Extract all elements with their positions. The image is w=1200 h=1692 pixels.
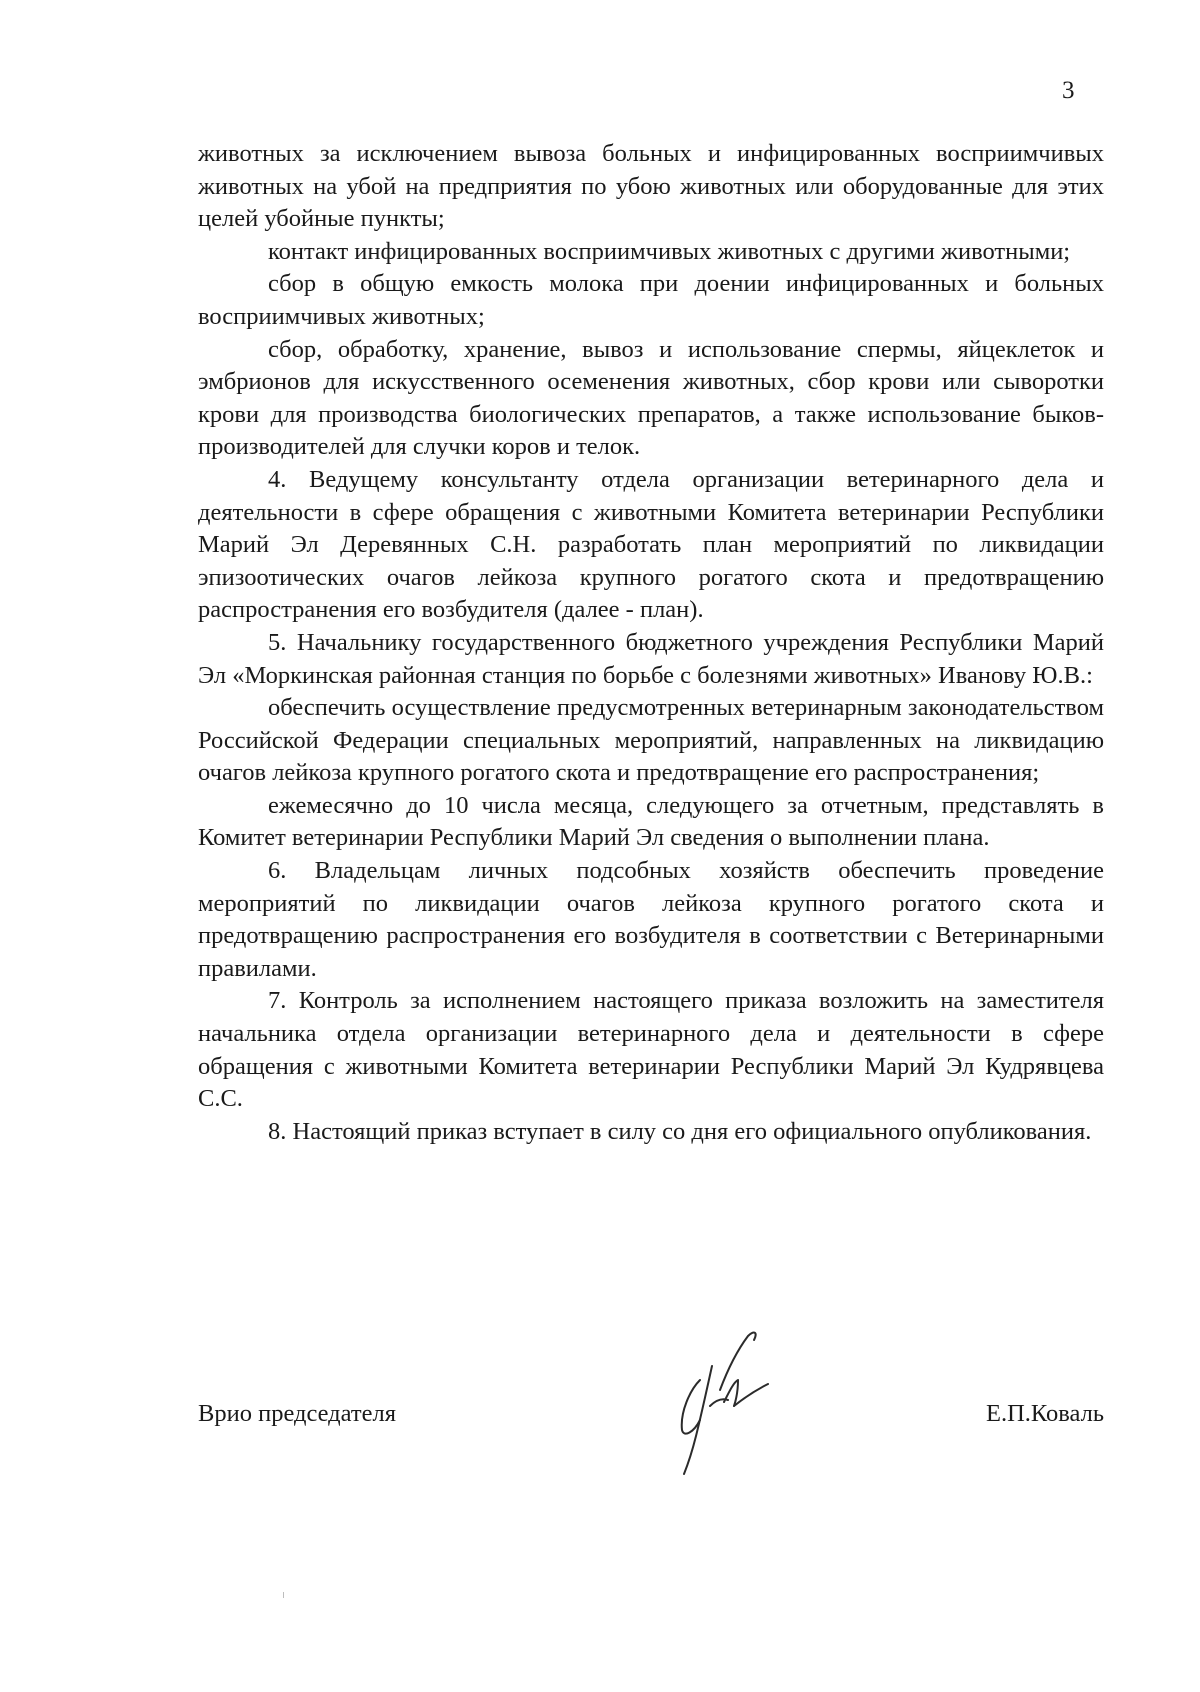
paragraph: ежемесячно до 10 числа месяца, следующего за отчетным, представлять в Комитет ветеринарии Республики Марий Эл сведения о выполнении плана. <box>198 791 1104 852</box>
document-body <box>198 138 1104 1148</box>
page-number: 3 <box>1062 77 1075 104</box>
paragraph: животных за исключением вывоза больных и инфицированных восприимчивых животных на убой на предприятия по убою животных или оборудованные для этих целей убойные пункты; <box>198 140 1104 233</box>
paragraph: обеспечить осуществление предусмотренных ветеринарным законодательством Российской Федерации специальных мероприятий, направленных на ликвидацию очагов лейкоза крупного рогатого скота и предотвращение его распространения; <box>198 694 1104 787</box>
paragraph-item-4: 4. Ведущему консультанту отдела организации ветеринарного дела и деятельности в сфере обращения с животными Комитета ветеринарии Республики Марий Эл Деревянных С.Н. разработать план мероприятий по ликвидации эпизоотических очагов лейкоза крупного рогатого скота и предотвращению распространения его возбудителя (далее - план). <box>198 465 1104 624</box>
paragraph: сбор, обработку, хранение, вывоз и использование спермы, яйцеклеток и эмбрионов для искусственного осеменения животных, сбор крови или сыворотки крови для производства биологических препаратов, а также использование быков-производителей для случки коров и телок. <box>198 335 1104 461</box>
signatory-name: Е.П.Коваль <box>985 1400 1104 1427</box>
handwritten-signature <box>672 1328 802 1478</box>
paragraph-item-7: 7. Контроль за исполнением настоящего приказа возложить на заместителя начальника отдела организации ветеринарного дела и деятельности в сфере обращения с животными Комитета ветеринарии Республики Марий Эл Кудрявцева С.С. <box>198 987 1104 1113</box>
paragraph-item-6: 6. Владельцам личных подсобных хозяйств обеспечить проведение мероприятий по ликвидации очагов лейкоза крупного рогатого скота и предотвращению распространения его возбудителя в соответствии с Ветеринарными правилами. <box>198 857 1104 982</box>
paragraph: сбор в общую емкость молока при доении инфицированных и больных восприимчивых животных; <box>198 270 1104 330</box>
paragraph-item-8: 8. Настоящий приказ вступает в силу со дня его официального опубликования. <box>268 1117 1092 1145</box>
paragraph: контакт инфицированных восприимчивых животных с другими животными; <box>268 237 1071 265</box>
signatory-position: Врио председателя <box>198 1400 396 1427</box>
paragraph-item-5: 5. Начальнику государственного бюджетного учреждения Республики Марий Эл «Моркинская районная станция по борьбе с болезнями животных» Иванову Ю.В.: <box>198 628 1104 689</box>
scan-artifact <box>283 1592 284 1598</box>
